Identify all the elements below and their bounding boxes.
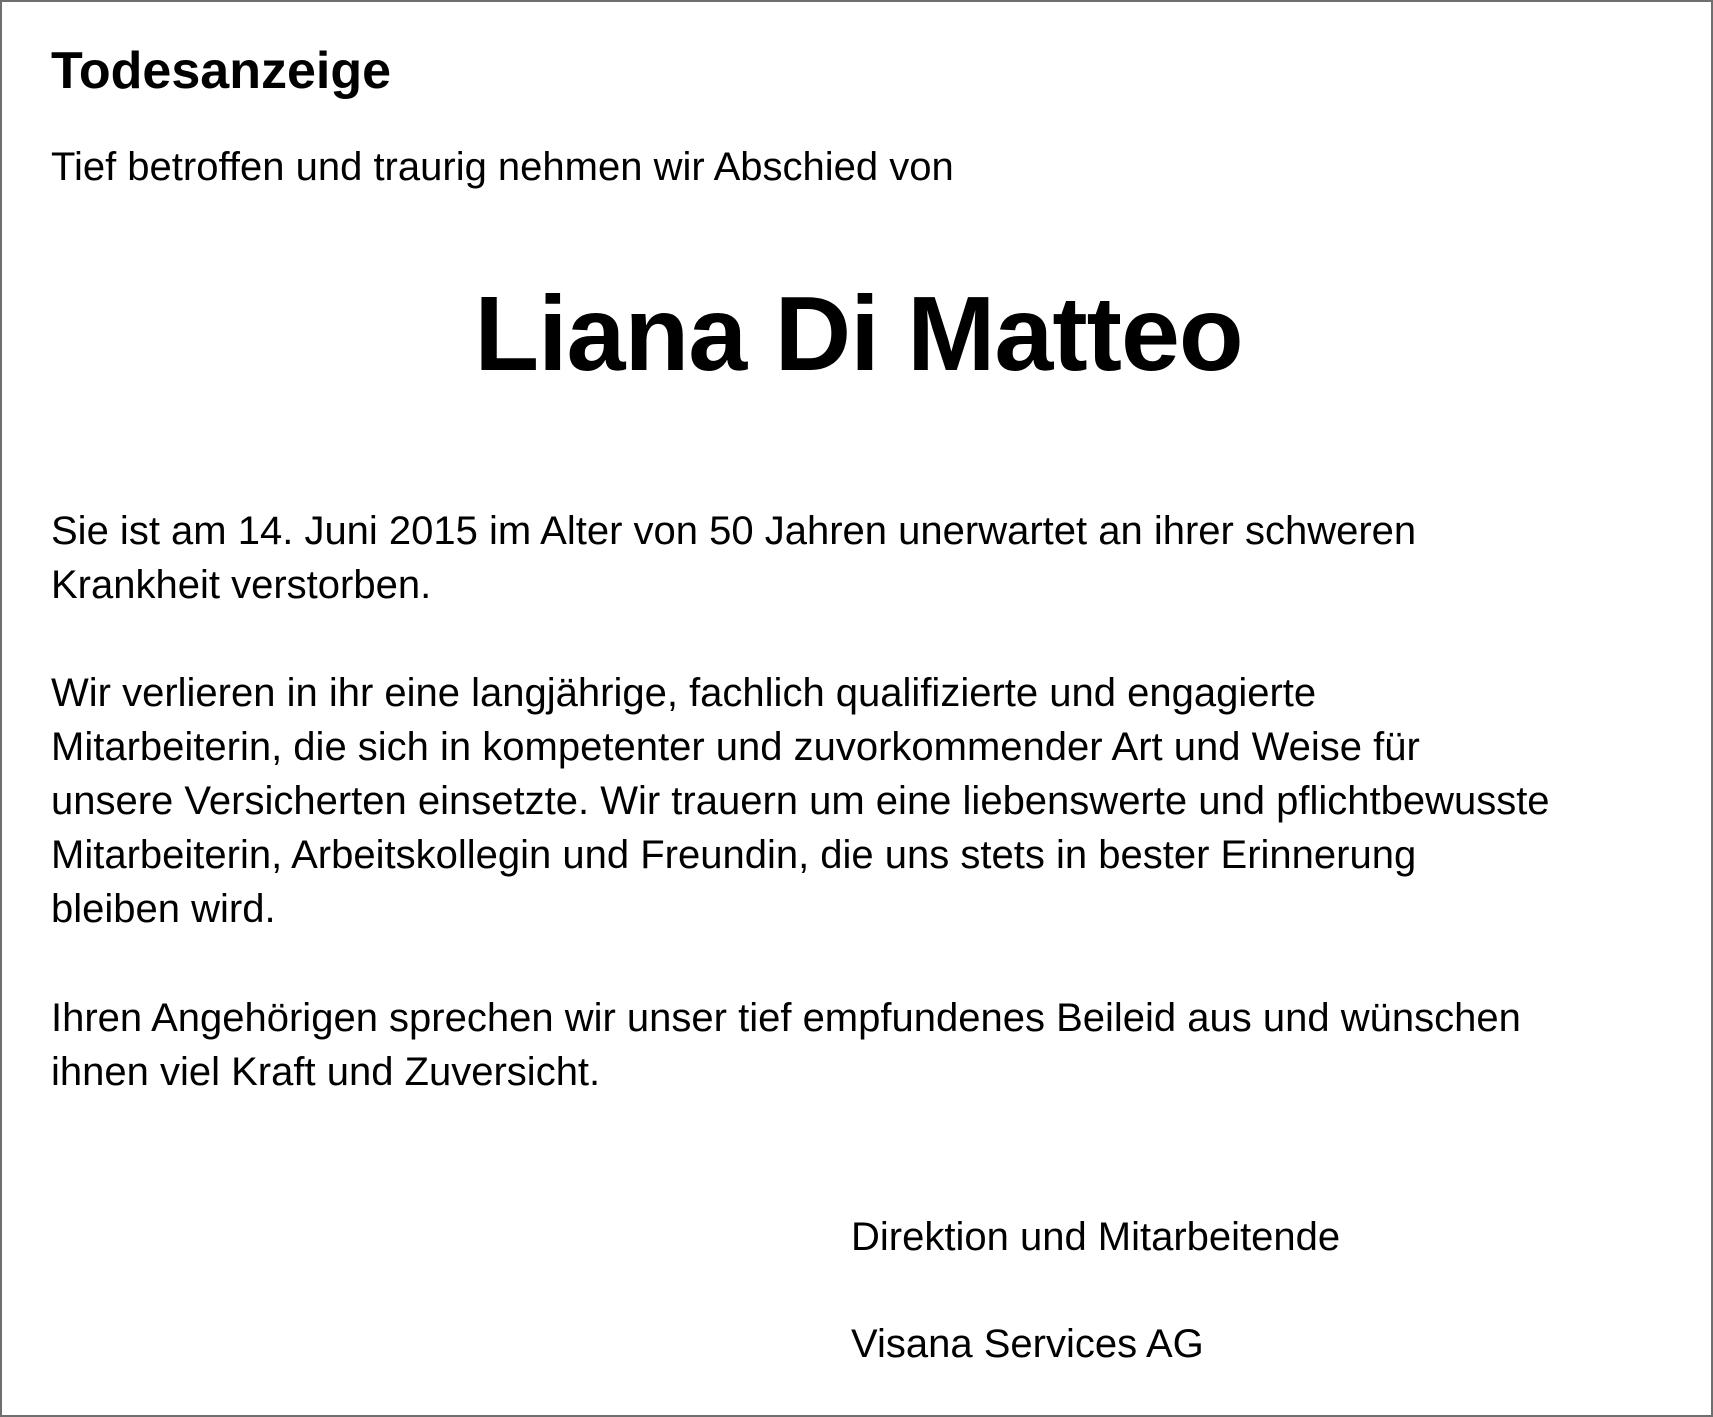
paragraph-line: Ihren Angehörigen sprechen wir unser tief empfundenes Beileid aus und wünschen bbox=[51, 996, 1521, 1040]
paragraph-line: Krankheit verstorben. bbox=[51, 563, 432, 607]
paragraph-line: Mitarbeiterin, die sich in kompetenter und zuvorkommender Art und Weise für bbox=[51, 725, 1420, 769]
notice-heading: Todesanzeige bbox=[51, 42, 392, 100]
signoff-management: Direktion und Mitarbeitende bbox=[851, 1215, 1341, 1259]
paragraph-death-info bbox=[51, 504, 1691, 612]
paragraph-line: ihnen viel Kraft und Zuversicht. bbox=[51, 1050, 601, 1094]
signoff-company: Visana Services AG bbox=[851, 1322, 1204, 1366]
paragraph-line: unsere Versicherten einsetzte. Wir trauern um eine liebenswerte und pflichtbewusste bbox=[51, 779, 1550, 823]
paragraph-line: bleiben wird. bbox=[51, 887, 276, 931]
paragraph-condolences bbox=[51, 991, 1691, 1099]
intro-text: Tief betroffen und traurig nehmen wir Abschied von bbox=[51, 145, 954, 189]
paragraph-tribute bbox=[51, 666, 1691, 936]
paragraph-line: Mitarbeiterin, Arbeitskollegin und Freundin, die uns stets in bester Erinnerung bbox=[51, 833, 1417, 877]
paragraph-line: Sie ist am 14. Juni 2015 im Alter von 50 Jahren unerwartet an ihrer schweren bbox=[51, 509, 1417, 553]
deceased-name: Liana Di Matteo bbox=[474, 275, 1243, 393]
paragraph-line: Wir verlieren in ihr eine langjährige, fachlich qualifizierte und engagierte bbox=[51, 671, 1317, 715]
